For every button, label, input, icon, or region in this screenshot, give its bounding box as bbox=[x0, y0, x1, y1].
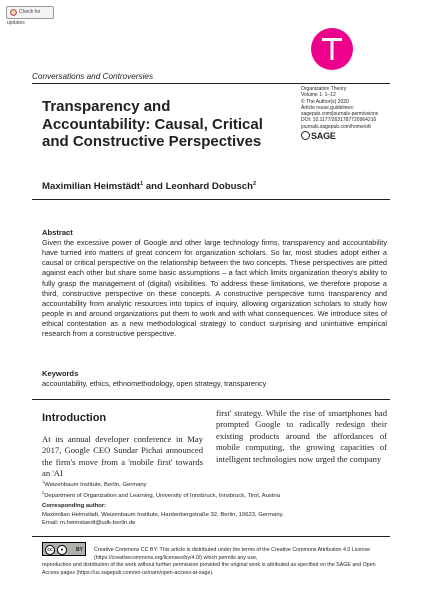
reuse-guidelines-link[interactable]: sagepub.com/journals-permissions bbox=[301, 111, 379, 118]
doi-link[interactable]: DOI: 10.1177/2631787720964216 bbox=[301, 117, 377, 124]
corresponding-author bbox=[42, 502, 284, 528]
affiliation-text: Weizenbaum Institute, Berlin, Germany bbox=[44, 481, 147, 488]
publisher-name: SAGE bbox=[311, 131, 336, 142]
cc-badge-label: BY bbox=[76, 547, 83, 553]
affiliations bbox=[42, 478, 280, 501]
check-for-updates-label: Check for updates bbox=[7, 9, 41, 26]
author-name: Maximilian Heimstädt bbox=[42, 181, 141, 193]
cc-by-license-badge[interactable] bbox=[42, 542, 86, 556]
keywords-divider bbox=[32, 399, 390, 400]
t-logo-icon bbox=[311, 28, 353, 70]
title-line: Accountability: Causal, Critical bbox=[42, 115, 263, 133]
corresponding-address: Maximilian Heimstädt, Weizenbaum Institute, Hardenbergstraße 32, Berlin, 10623, Germany. bbox=[42, 511, 284, 518]
journal-volume: Volume 1: 1–12 bbox=[301, 92, 336, 99]
journal-copyright: © The Author(s) 2020 bbox=[301, 98, 349, 105]
license-text-continued: reproduction and distribution of the work without further permission provided the original work is attributed as specified on the SAGE and Open Access pages (https://us.sagepub.com/en-us/nam/open-access-at-sage). bbox=[42, 562, 376, 576]
introduction-heading: Introduction bbox=[42, 412, 107, 424]
refresh-icon bbox=[10, 9, 17, 16]
abstract-text: Given the excessive power of Google and other large technology firms, transparency and accountability have turned into matters of great concern for organization scholars. So far, most studies adopt either a causal or critical perspective on the relationship between the two concepts. These perspectives are pitted against each other but share some basic assumptions – a fact which limits organization theory's ability to fully grasp the management of (digital) visibilities. To address these limitations, we therefore propose a third, constructive perspective on these concepts. A constructive perspective turns transparency and accountability from analytic resources into topics of inquiry, allowing organization scholars to study how people in and around organizations put them to work and with what consequences. We introduce sites of ethical contestation as a new methodological strategy to conduct surprising and unintuitive empirical research from a constructive perspective. bbox=[42, 238, 387, 339]
affiliation-number: 1 bbox=[42, 479, 45, 484]
author-separator: and bbox=[143, 181, 166, 193]
corresponding-heading: Corresponding author: bbox=[42, 503, 107, 509]
intro-left-column: At its annual developer conference in May 2017, Google CEO Sundar Pichai announced the firm's move from a 'mobile first' towards an 'AI bbox=[42, 434, 203, 479]
authors-divider bbox=[32, 199, 390, 200]
section-label: Conversations and Controversies bbox=[32, 72, 154, 81]
affiliation-item bbox=[42, 489, 280, 500]
keywords-heading: Keywords bbox=[42, 369, 79, 378]
sage-circle-icon bbox=[301, 131, 310, 140]
corresponding-email[interactable]: Email: m.heimstaedt@udk-berlin.de bbox=[42, 520, 136, 526]
journal-info bbox=[301, 86, 378, 141]
title-line: and Constructive Perspectives bbox=[42, 133, 262, 150]
intro-right-column: first' strategy. While the rise of smartphones had prompted Google to radically redesign their existing products around the affordances of mobile computing, the growing capacities of intelligent technologies now urged the company bbox=[216, 408, 387, 464]
footer-divider bbox=[32, 536, 390, 537]
article-title bbox=[42, 98, 282, 151]
keywords-list: accountability, ethics, ethnomethodology, open strategy, transparency bbox=[42, 379, 267, 388]
journal-home-link[interactable]: journals.sagepub.com/home/ott bbox=[301, 123, 371, 130]
abstract-heading: Abstract bbox=[42, 228, 73, 237]
affiliation-marker: 2 bbox=[252, 181, 257, 187]
title-line: Transparency and bbox=[42, 98, 171, 115]
check-for-updates-badge[interactable] bbox=[6, 6, 54, 26]
license-text: Creative Commons CC BY: This article is distributed under the terms of the Creative Commons Attribution 4.0 License (https://creativecommons.org/licenses/by/4.0/) which permits any use, bbox=[94, 547, 371, 561]
author-name: Leonhard Dobusch bbox=[165, 181, 253, 193]
author-list bbox=[42, 181, 256, 192]
section-divider bbox=[32, 83, 390, 84]
publisher-logo bbox=[301, 131, 378, 141]
affiliation-marker: 1 bbox=[140, 181, 144, 187]
cc-icon: cc bbox=[45, 545, 55, 555]
journal-logo bbox=[311, 28, 353, 70]
journal-name: Organization Theory bbox=[301, 86, 347, 92]
reuse-guidelines-label: Article reuse guidelines: bbox=[301, 104, 355, 111]
affiliation-item bbox=[42, 478, 280, 489]
affiliation-number: 2 bbox=[42, 490, 45, 496]
affiliation-text: Department of Organization and Learning, University of Innsbruck, Innsbruck, Tirol, Austria bbox=[44, 493, 280, 500]
person-icon: ● bbox=[57, 545, 67, 555]
